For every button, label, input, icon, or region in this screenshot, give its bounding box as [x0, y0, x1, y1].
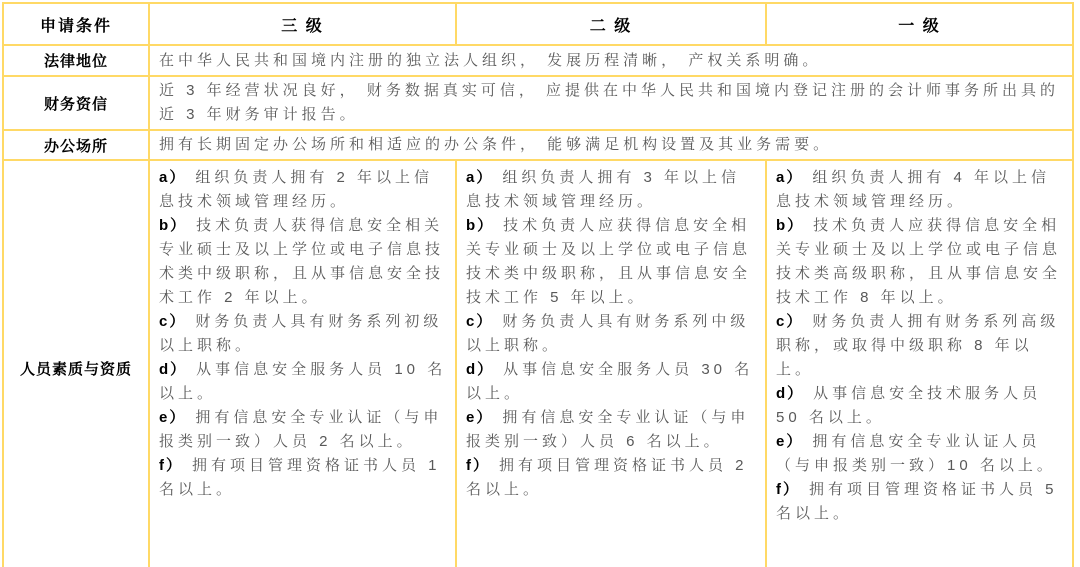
requirement-item-text: 组织负责人拥有 2 年以上信息技术领域管理经历。 [159, 169, 434, 210]
requirement-item [466, 214, 757, 310]
requirement-item [776, 214, 1064, 310]
requirement-item [466, 310, 757, 358]
requirement-item-text: 拥有项目管理资格证书人员 1 名以上。 [159, 457, 441, 498]
requirement-item [466, 166, 757, 214]
personnel-cell-level1 [766, 160, 1073, 567]
requirement-item [159, 214, 447, 310]
requirement-item-text: 拥有项目管理资格证书人员 2 名以上。 [466, 457, 748, 498]
personnel-cell-level2 [456, 160, 766, 567]
requirement-item-text: 拥有信息安全专业认证人员（与申报类别一致）10 名以上。 [776, 433, 1056, 474]
requirement-item-marker: e） [466, 409, 494, 426]
requirement-item [466, 358, 757, 406]
requirement-item-marker: f） [466, 457, 490, 474]
requirement-item [776, 310, 1064, 382]
requirement-item-marker: e） [776, 433, 804, 450]
row-label-financial-credit: 财务资信 [3, 76, 149, 130]
table-row-office-premises [3, 130, 1073, 160]
requirement-item-text: 财务负责人具有财务系列初级以上职称。 [159, 313, 443, 354]
requirement-item-marker: d） [159, 361, 188, 378]
header-cell-level1: 一 级 [766, 3, 1073, 45]
header-cell-condition: 申请条件 [3, 3, 149, 45]
cell-office-premises-text: 拥有长期固定办公场所和相适应的办公条件， 能够满足机构设置及其业务需要。 [149, 130, 1073, 160]
requirement-item-text: 技术负责人应获得信息安全相关专业硕士及以上学位或电子信息技术类中级职称，且从事信息安全技术工作 5 年以上。 [466, 217, 752, 306]
requirement-item-marker: d） [466, 361, 495, 378]
requirement-item [776, 166, 1064, 214]
requirement-item-text: 组织负责人拥有 4 年以上信息技术领域管理经历。 [776, 169, 1051, 210]
table-header-row [3, 3, 1073, 45]
table-row-financial-credit [3, 76, 1073, 130]
cell-legal-status-text: 在中华人民共和国境内注册的独立法人组织， 发展历程清晰， 产权关系明确。 [149, 45, 1073, 76]
header-cell-level3: 三 级 [149, 3, 456, 45]
requirement-item-marker: a） [159, 169, 187, 186]
personnel-cell-level3 [149, 160, 456, 567]
requirement-item [776, 382, 1064, 430]
requirement-item-text: 财务负责人拥有财务系列高级职称，或取得中级职称 8 年以上。 [776, 313, 1060, 378]
requirement-item [466, 406, 757, 454]
requirement-item-text: 技术负责人获得信息安全相关专业硕士及以上学位或电子信息技术类中级职称，且从事信息安全技术工作 2 年以上。 [159, 217, 445, 306]
requirement-item-marker: b） [776, 217, 805, 234]
header-cell-level2: 二 级 [456, 3, 766, 45]
requirement-item [159, 454, 447, 502]
requirement-item-text: 组织负责人拥有 3 年以上信息技术领域管理经历。 [466, 169, 741, 210]
requirement-item-marker: c） [159, 313, 187, 330]
requirement-item [776, 430, 1064, 478]
requirement-item-text: 财务负责人具有财务系列中级以上职称。 [466, 313, 750, 354]
requirement-item-text: 技术负责人应获得信息安全相关专业硕士及以上学位或电子信息技术类高级职称，且从事信息安全技术工作 8 年以上。 [776, 217, 1062, 306]
requirement-item-text: 从事信息安全服务人员 10 名以上。 [159, 361, 447, 402]
requirement-item [159, 166, 447, 214]
requirement-item-marker: c） [466, 313, 494, 330]
requirement-item-marker: e） [159, 409, 187, 426]
requirement-item-marker: b） [466, 217, 495, 234]
requirement-item [466, 454, 757, 502]
requirement-item [159, 406, 447, 454]
requirement-item-marker: b） [159, 217, 188, 234]
requirement-item-text: 从事信息安全技术服务人员 50 名以上。 [776, 385, 1042, 426]
requirement-item-marker: f） [159, 457, 183, 474]
requirement-item-text: 拥有项目管理资格证书人员 5 名以上。 [776, 481, 1058, 522]
requirement-item-marker: f） [776, 481, 800, 498]
requirement-item-marker: c） [776, 313, 804, 330]
table-row-legal-status [3, 45, 1073, 76]
requirement-item-marker: a） [776, 169, 804, 186]
requirement-item-text: 拥有信息安全专业认证（与申报类别一致）人员 6 名以上。 [466, 409, 750, 450]
requirement-item-marker: d） [776, 385, 805, 402]
row-label-personnel: 人员素质与资质 [3, 160, 149, 567]
requirement-item-marker: a） [466, 169, 494, 186]
row-label-legal-status: 法律地位 [3, 45, 149, 76]
requirement-item [159, 310, 447, 358]
row-label-office-premises: 办公场所 [3, 130, 149, 160]
table-row-personnel [3, 160, 1073, 567]
requirement-item-text: 拥有信息安全专业认证（与申报类别一致）人员 2 名以上。 [159, 409, 443, 450]
requirement-item-text: 从事信息安全服务人员 30 名以上。 [466, 361, 754, 402]
application-conditions-table [2, 2, 1074, 567]
cell-financial-credit-text: 近 3 年经营状况良好， 财务数据真实可信， 应提供在中华人民共和国境内登记注册的会计师事务所出具的近 3 年财务审计报告。 [149, 76, 1073, 130]
requirement-item [159, 358, 447, 406]
requirement-item [776, 478, 1064, 526]
